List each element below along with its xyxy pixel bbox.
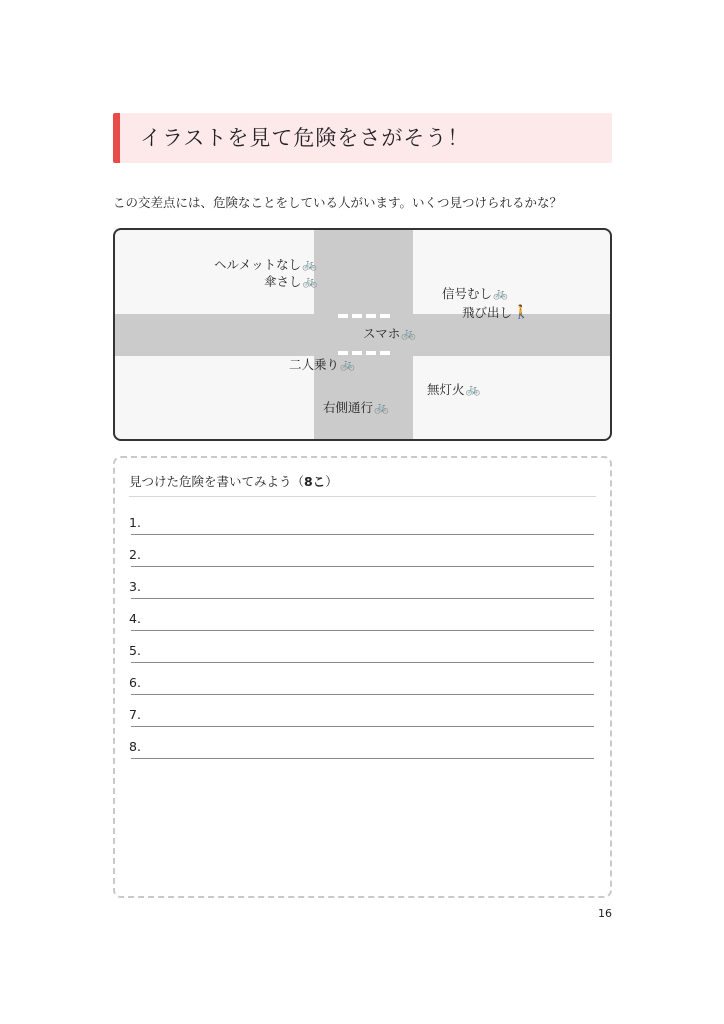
answer-line-number: 2.: [129, 547, 141, 562]
answer-line-rule: [131, 662, 594, 663]
bicycle-icon: 🚲: [302, 274, 318, 288]
hazard-label: 傘さし: [264, 274, 302, 289]
answer-line-number: 6.: [129, 675, 141, 690]
answer-line-rule: [131, 726, 594, 727]
answer-line[interactable]: [129, 643, 594, 663]
hazard-label: ヘルメットなし: [214, 257, 302, 272]
crosswalk-stripe: [338, 314, 348, 318]
answer-line-number: 4.: [129, 611, 141, 626]
hazard-label: 右側通行: [323, 400, 374, 415]
answer-line-rule: [131, 694, 594, 695]
answer-heading-prefix: 見つけた危険を書いてみよう（: [129, 474, 305, 489]
crosswalk-stripe: [380, 351, 390, 355]
hazard-label: 二人乗り: [289, 357, 340, 372]
answer-line[interactable]: [129, 579, 594, 599]
pedestrian-icon: 🚶: [513, 304, 530, 320]
answer-line-number: 8.: [129, 739, 141, 754]
hazard-nolight: [427, 380, 480, 398]
answer-line[interactable]: [129, 707, 594, 727]
answer-line[interactable]: [129, 547, 594, 567]
crosswalk-stripe: [380, 314, 390, 318]
page-title: イラストを見て危険をさがそう！: [140, 126, 470, 150]
hazard-label: 信号むし: [442, 286, 493, 301]
divider: [129, 496, 596, 497]
hazard-tandem: [289, 355, 355, 373]
answer-box: [113, 456, 612, 898]
answer-line-rule: [131, 534, 594, 535]
hazard-helmet: [214, 255, 317, 273]
hazard-signal: [442, 284, 508, 302]
hazard-label: スマホ: [363, 326, 401, 341]
answer-line[interactable]: [129, 675, 594, 695]
crosswalk-stripe: [366, 351, 376, 355]
bicycle-icon: 🚲: [493, 286, 508, 300]
crosswalk-stripe: [366, 314, 376, 318]
page-number: 16: [598, 907, 612, 920]
bicycle-icon: 🚲: [374, 400, 389, 414]
answer-line-rule: [131, 758, 594, 759]
hazard-label: 無灯火: [427, 382, 465, 397]
hazard-rightside: [323, 398, 389, 416]
bicycle-icon: 🚲: [401, 326, 417, 340]
answer-line-number: 7.: [129, 707, 141, 722]
answer-line-rule: [131, 598, 594, 599]
answer-line[interactable]: [129, 739, 594, 759]
answer-line[interactable]: [129, 611, 594, 631]
bicycle-icon: 🚲: [302, 257, 318, 271]
answer-line-rule: [131, 630, 594, 631]
answer-heading: [129, 472, 338, 490]
answer-line-number: 1.: [129, 515, 141, 530]
title-banner: [113, 113, 612, 163]
intro-text: この交差点には、危険なことをしている人がいます。いくつ見つけられるかな？: [113, 195, 563, 210]
crosswalk-stripe: [352, 314, 362, 318]
answer-line[interactable]: [129, 515, 594, 535]
intersection-illustration: [113, 228, 612, 441]
answer-heading-suffix: ）: [325, 474, 338, 489]
answer-line-number: 5.: [129, 643, 141, 658]
hazard-dashout: [462, 303, 529, 321]
answer-line-number: 3.: [129, 579, 141, 594]
answer-heading-count: 8こ: [304, 474, 326, 489]
answer-line-rule: [131, 566, 594, 567]
hazard-umbrella: [264, 272, 317, 290]
bicycle-icon: 🚲: [340, 357, 355, 371]
hazard-label: 飛び出し: [462, 305, 513, 320]
hazard-phone: [363, 324, 416, 342]
bicycle-icon: 🚲: [465, 382, 481, 396]
